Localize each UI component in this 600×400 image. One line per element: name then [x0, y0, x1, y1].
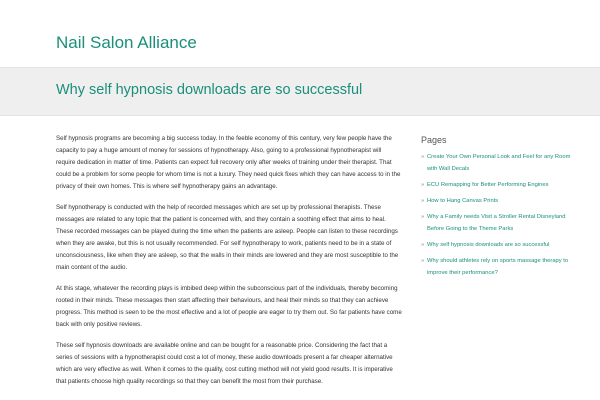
bullet-icon: »: [421, 154, 425, 160]
site-title-link[interactable]: Nail Salon Alliance: [56, 33, 197, 52]
sidebar-heading: Pages: [421, 135, 447, 145]
sidebar-page-link[interactable]: Create Your Own Personal Look and Feel for any Room with Wall Decals: [427, 154, 571, 172]
bullet-icon: »: [421, 214, 425, 220]
list-item: [421, 195, 571, 207]
bullet-icon: »: [421, 258, 425, 264]
page-title-band: [0, 68, 600, 116]
article-paragraph: At this stage, whatever the recording plays is imbibed deep within the subconscious part of the individuals, thereby becoming rooted in their minds. These messages then start affecting their behaviours, and heal their minds so that they can achieve progress. This method is seen to be the most effective and a lot of people are eager to try them out. So far patients have come back with only positive reviews.: [56, 285, 402, 328]
sidebar-page-link[interactable]: Why self hypnosis downloads are so successful: [427, 242, 550, 248]
sidebar: [421, 133, 571, 283]
article-paragraph: Self hypnotherapy is conducted with the help of recorded messages which are set up by professional therapists. These messages are related to any topic that the patient is concerned with, and they contain a soothing effect that aims to heal. These recorded messages can be played during the time when the patients are asleep. People can listen to these recordings when they are awake, but this is not usually recommended. For self hypnotherapy to work, patients need to be in a state of unconsciousness, like when they are asleep, so that the walls in their minds are lowered and they are most susceptible to the main content of the audio.: [56, 204, 399, 271]
sidebar-page-link[interactable]: How to Hang Canvas Prints: [427, 198, 499, 204]
pages-list: [421, 151, 571, 279]
site-header: [0, 0, 600, 68]
page-title: Why self hypnosis downloads are so successful: [56, 82, 363, 98]
sidebar-page-link[interactable]: Why should athletes rely on sports massage therapy to improve their performance?: [427, 258, 569, 276]
list-item: [421, 255, 571, 279]
list-item: [421, 151, 571, 175]
bullet-icon: »: [421, 182, 425, 188]
list-item: [421, 239, 571, 251]
bullet-icon: »: [421, 242, 425, 248]
article-content: [56, 133, 402, 397]
list-item: [421, 179, 571, 191]
article-paragraph: These self hypnosis downloads are available online and can be bought for a reasonable price. Considering the fact that a series of sessions with a hypnotherapist could cost a lot of money, these audio downloads present a far cheaper alternative which are very effective as well. When it comes to the quality, cost cutting method will not yield good results. It is imperative that patients choose high quality recordings so that they can benefit the most from their purchase.: [56, 342, 393, 385]
list-item: [421, 211, 571, 235]
sidebar-page-link[interactable]: Why a Family needs Visit a Stroller Rental Disneyland Before Going to the Theme Parks: [427, 214, 566, 232]
article-paragraph: Self hypnosis programs are becoming a big success today. In the feeble economy of this century, very few people have the capacity to pay a huge amount of money for sessions of hypnotherapy. Also, going to a professional hypnotherapist will require dedication in matter of time. Patients can expect full recovery only after weeks of training under their therapist. That could be a problem for some people for whom time is not a luxury. They need quick fixes which they can have access to in the privacy of their own homes. This is where self hypnotherapy gains an advantage.: [56, 135, 401, 190]
sidebar-page-link[interactable]: ECU Remapping for Better Performing Engines: [427, 182, 549, 188]
bullet-icon: »: [421, 198, 425, 204]
